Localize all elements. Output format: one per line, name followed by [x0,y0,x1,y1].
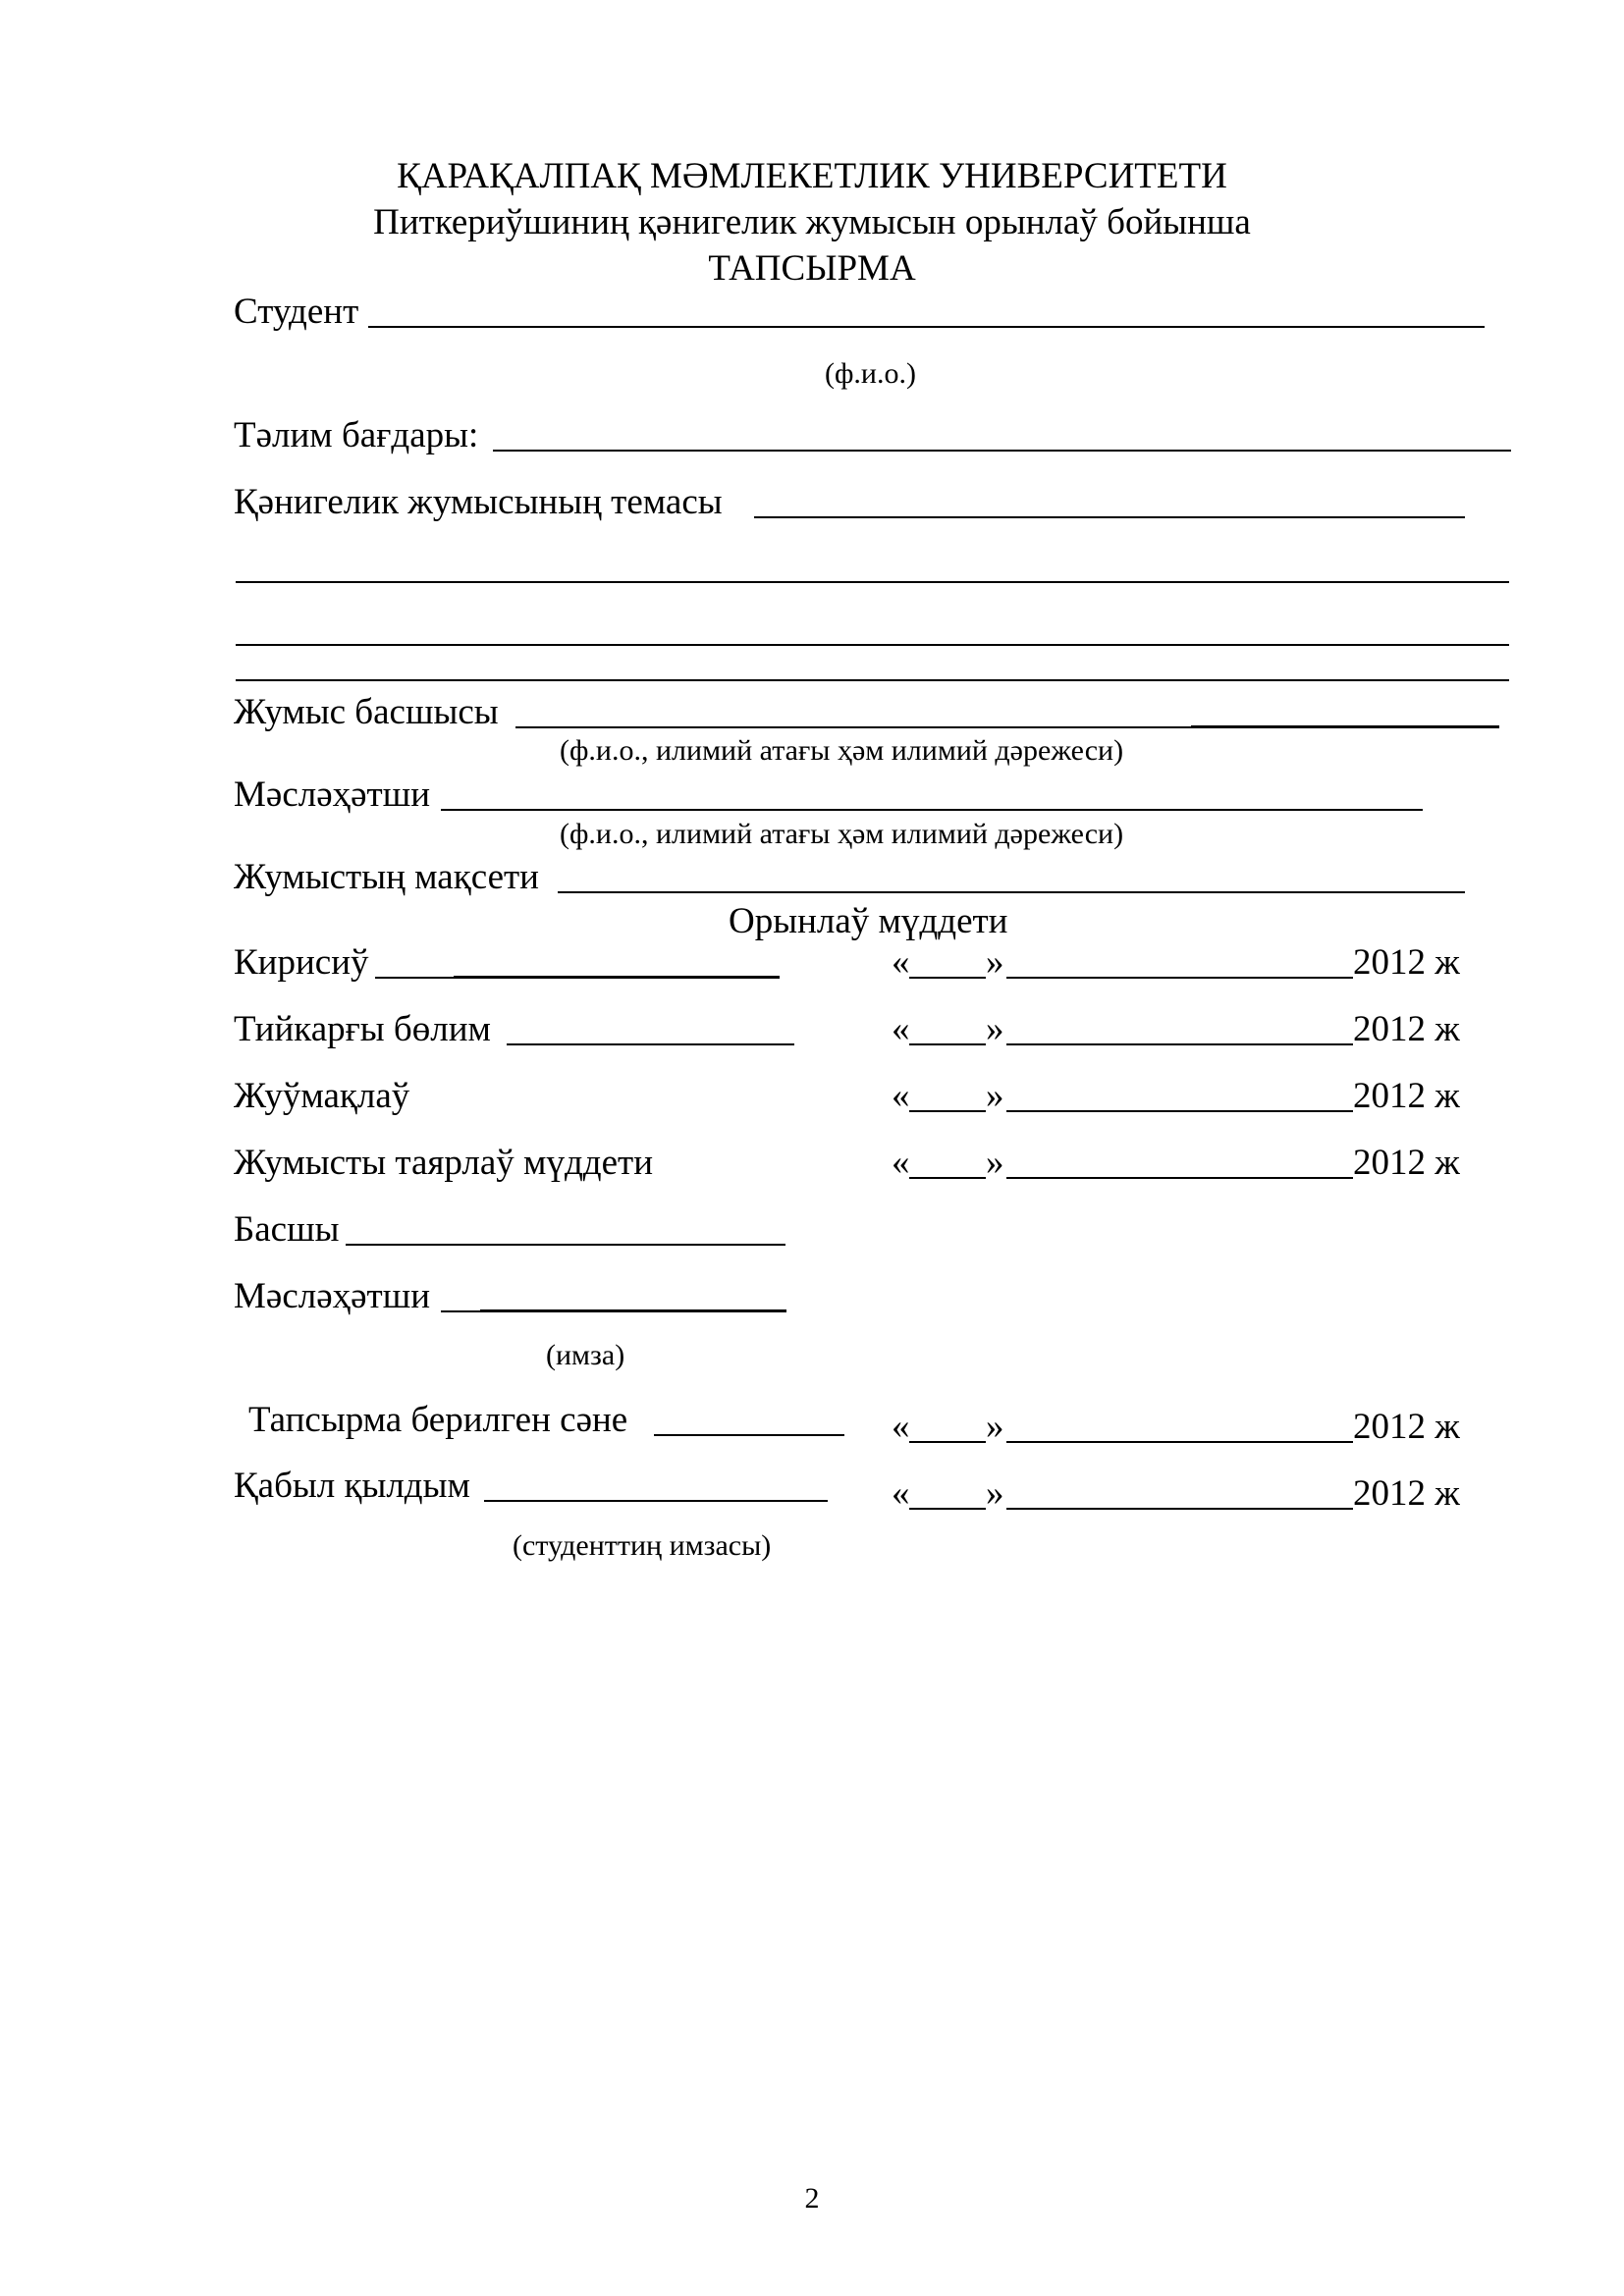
quote-close: » [986,1009,1004,1049]
topic-extra-line-1[interactable] [236,581,1509,583]
quote-open: « [892,1407,910,1447]
day-line[interactable] [909,977,986,979]
topic-line[interactable] [754,516,1465,518]
direction-label: Тәлим бағдары: [234,415,479,455]
year-label: 2012 ж [1353,1009,1460,1049]
goal-line[interactable] [558,891,1465,893]
student-sign-hint: (студенттиң имзасы) [513,1529,772,1562]
schedule-row-label: Тийкарғы бөлим [234,1009,491,1049]
quote-close: » [986,1407,1004,1447]
page-number: 2 [804,2182,820,2215]
schedule-row-label: Кирисиў [234,942,369,983]
quote-open: « [892,942,910,983]
head-signature-line[interactable] [346,1244,785,1246]
direction-line[interactable] [493,450,1511,452]
supervisor-line[interactable] [515,726,1191,728]
day-line[interactable] [909,1441,986,1443]
quote-open: « [892,1076,910,1116]
topic-extra-line-3[interactable] [236,679,1509,681]
consultant-hint: (ф.и.о., илимий атағы ҳәм илимий дәрежеси) [560,818,1124,850]
given-date-line[interactable] [654,1434,844,1436]
schedule-heading: Орынлаў мүддети [729,901,1008,941]
month-line[interactable] [1006,1441,1353,1443]
schedule-row-label: Жуўмақлаў [234,1076,410,1116]
given-date-label: Тапсырма берилген сәне [248,1400,628,1440]
month-line[interactable] [1006,977,1353,979]
schedule-line[interactable] [454,976,780,979]
year-label: 2012 ж [1353,942,1460,983]
consultant-signature-line[interactable] [480,1309,786,1312]
quote-close: » [986,1143,1004,1183]
topic-label: Қәнигелик жумысының темасы [234,482,723,522]
consultant-line[interactable] [441,809,1423,811]
month-line[interactable] [1006,1508,1353,1510]
university-name: ҚАРАҚАЛПАҚ МӘМЛЕКЕТЛИК УНИВЕРСИТЕТИ [397,156,1227,196]
head-label: Басшы [234,1209,340,1250]
day-line[interactable] [909,1110,986,1112]
quote-close: » [986,1076,1004,1116]
month-line[interactable] [1006,1110,1353,1112]
year-label: 2012 ж [1353,1473,1460,1514]
schedule-line[interactable] [507,1043,794,1045]
consultant-sign-label: Мәсләҳәтши [234,1276,431,1316]
supervisor-hint: (ф.и.о., илимий атағы ҳәм илимий дәрежеси) [560,734,1124,767]
consultant-signature-line-short[interactable] [441,1310,480,1312]
form-title: ТАПСЫРМА [708,248,916,289]
student-label: Студент [234,292,359,332]
year-label: 2012 ж [1353,1143,1460,1183]
form-subtitle: Питкериўшиниң қәнигелик жумысын орынлаў бойынша [373,202,1251,242]
student-hint: (ф.и.о.) [825,357,916,390]
quote-open: « [892,1009,910,1049]
quote-close: » [986,942,1004,983]
month-line[interactable] [1006,1177,1353,1179]
month-line[interactable] [1006,1043,1353,1045]
day-line[interactable] [909,1043,986,1045]
year-label: 2012 ж [1353,1407,1460,1447]
schedule-line-short[interactable] [375,977,454,979]
goal-label: Жумыстың мақсети [234,857,539,897]
accepted-line[interactable] [484,1500,828,1502]
quote-open: « [892,1473,910,1514]
accepted-label: Қабыл қылдым [234,1466,470,1506]
supervisor-label: Жумыс басшысы [234,692,499,732]
schedule-row-label: Жумысты таярлаў мүддети [234,1143,653,1183]
consultant-label: Мәсләҳәтши [234,774,431,815]
day-line[interactable] [909,1508,986,1510]
quote-open: « [892,1143,910,1183]
student-line[interactable] [368,326,1485,328]
day-line[interactable] [909,1177,986,1179]
supervisor-line-extension[interactable] [1191,725,1499,728]
topic-extra-line-2[interactable] [236,644,1509,646]
year-label: 2012 ж [1353,1076,1460,1116]
quote-close: » [986,1473,1004,1514]
sign-hint: (имза) [546,1339,625,1371]
